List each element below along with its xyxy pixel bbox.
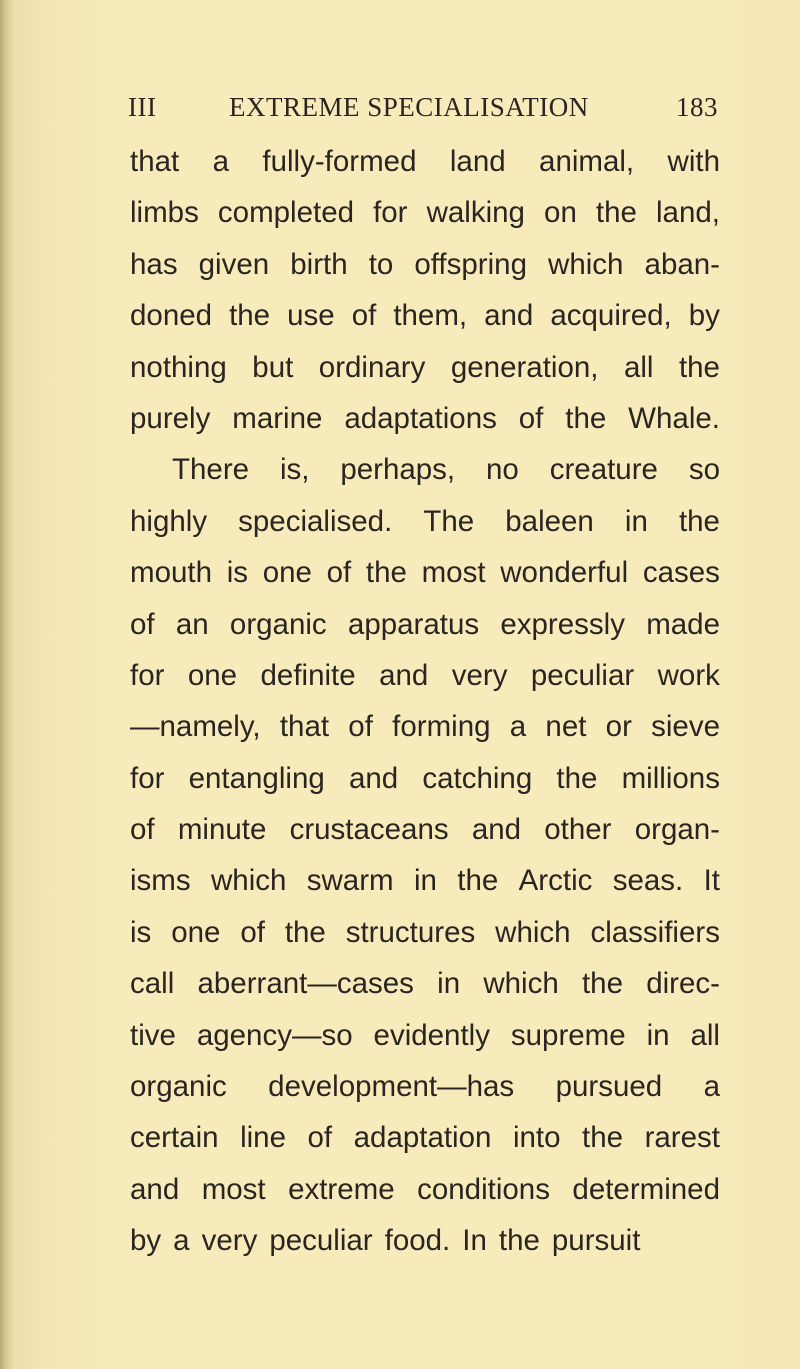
word: creature — [549, 453, 658, 487]
word: walking — [426, 196, 525, 230]
word: extreme — [288, 1172, 395, 1206]
word: so — [688, 453, 720, 487]
word: adaptation — [353, 1121, 492, 1155]
word: of — [326, 556, 352, 590]
word: most — [201, 1172, 266, 1206]
word: mouth — [130, 556, 212, 590]
word: very — [451, 658, 508, 692]
word: structures — [345, 915, 476, 949]
word: the — [457, 864, 499, 898]
word: a — [509, 710, 527, 744]
text-line — [130, 187, 720, 238]
word: agency—so — [196, 1018, 353, 1052]
word: highly — [130, 504, 208, 538]
word: organ- — [634, 813, 720, 847]
word: of — [351, 299, 377, 333]
word: net — [545, 710, 587, 744]
text-line — [130, 136, 720, 187]
word: is, — [279, 453, 310, 487]
text-line — [130, 239, 720, 290]
word: with — [667, 145, 720, 178]
word: the — [498, 1224, 540, 1258]
word: by — [130, 1224, 162, 1258]
word: and — [348, 761, 399, 795]
word: which — [210, 864, 287, 898]
word: birth — [290, 247, 348, 281]
text-line — [130, 342, 720, 393]
word: development—has — [268, 1070, 515, 1104]
word: entangling — [188, 761, 325, 795]
word: marine — [232, 401, 323, 435]
word: the — [565, 401, 607, 435]
word: food. — [384, 1224, 451, 1258]
running-title: EXTREME SPECIALISATION — [229, 92, 589, 122]
word: one — [171, 915, 221, 949]
word: no — [486, 453, 519, 487]
word: the — [678, 504, 720, 538]
word: fully-formed — [262, 145, 417, 178]
text-line — [130, 907, 720, 958]
word: of — [518, 401, 544, 435]
text-line — [130, 444, 720, 495]
word: organic — [130, 1070, 227, 1104]
word: land, — [656, 196, 720, 230]
word: very — [201, 1224, 258, 1258]
word: them, — [393, 299, 468, 333]
word: limbs — [130, 196, 199, 230]
word: line — [240, 1121, 286, 1155]
word: generation, — [450, 350, 599, 384]
word: that — [279, 710, 330, 744]
word: of — [307, 1121, 333, 1155]
word: In — [462, 1224, 487, 1258]
word: and — [471, 813, 522, 847]
word: catching — [422, 761, 533, 795]
word: of — [130, 813, 155, 847]
word: Arctic — [518, 864, 593, 898]
word: all — [623, 350, 654, 384]
word: made — [646, 607, 720, 641]
word: in — [437, 967, 461, 1001]
word: direc- — [646, 967, 720, 1001]
word: Whale. — [628, 401, 720, 435]
word: certain — [130, 1121, 219, 1155]
word: cases — [642, 556, 720, 590]
running-head — [128, 92, 718, 128]
text-line — [130, 1164, 720, 1215]
word: in — [413, 864, 437, 898]
word: has — [130, 247, 178, 281]
word: in — [646, 1018, 670, 1052]
text-line — [130, 547, 720, 598]
word: crustaceans — [289, 813, 449, 847]
word: a — [703, 1070, 720, 1104]
word: isms — [130, 864, 191, 898]
text-line — [130, 1010, 720, 1061]
word: the — [229, 299, 271, 333]
word: on — [544, 196, 577, 230]
word: pursuit — [551, 1224, 641, 1258]
word: for — [130, 658, 165, 692]
word: rarest — [644, 1121, 720, 1155]
chapter-numeral: III — [128, 92, 157, 122]
word: work — [657, 658, 720, 692]
word: all — [690, 1018, 720, 1052]
word: is — [226, 556, 248, 590]
word: sieve — [651, 710, 720, 744]
word: minute — [177, 813, 267, 847]
word: to — [368, 247, 394, 281]
word: the — [582, 1121, 624, 1155]
word: of — [130, 607, 155, 641]
word: by — [688, 299, 720, 333]
word: a — [173, 1224, 190, 1258]
word: There — [172, 453, 250, 487]
word: pursued — [555, 1070, 663, 1104]
word: wonderful — [500, 556, 629, 590]
word: aberrant—cases — [197, 967, 414, 1001]
word: swarm — [306, 864, 394, 898]
word: one — [262, 556, 312, 590]
word: other — [544, 813, 612, 847]
word: for — [373, 196, 408, 230]
word: supreme — [510, 1018, 626, 1052]
word: apparatus — [347, 607, 480, 641]
word: is — [130, 915, 152, 949]
word: peculiar — [269, 1224, 373, 1258]
text-line — [130, 496, 720, 547]
word: for — [130, 761, 165, 795]
word: —namely, — [130, 710, 261, 744]
word: of — [240, 915, 265, 949]
text-line — [130, 958, 720, 1009]
word: of — [348, 710, 373, 744]
word: but — [252, 350, 294, 384]
word: which — [483, 967, 559, 1001]
word: call — [130, 967, 175, 1001]
word: completed — [217, 196, 355, 230]
word: use — [287, 299, 335, 333]
word: animal, — [539, 145, 635, 178]
word: purely — [130, 401, 211, 435]
word: the — [556, 761, 598, 795]
body-text — [130, 136, 720, 1267]
word: offspring — [414, 247, 527, 281]
word: It — [703, 864, 720, 898]
text-line — [130, 855, 720, 906]
word: and — [379, 658, 429, 692]
text-line — [130, 599, 720, 650]
word: land — [449, 145, 506, 178]
word: an — [175, 607, 209, 641]
word: a — [212, 145, 230, 178]
word: definite — [260, 658, 356, 692]
text-line — [130, 1061, 720, 1112]
page-number: 183 — [676, 92, 718, 122]
word: The — [423, 504, 475, 538]
word: doned — [130, 299, 213, 333]
word: and — [130, 1172, 180, 1206]
text-line — [130, 393, 720, 444]
word: aban- — [644, 247, 720, 281]
binding-shadow — [0, 0, 14, 1369]
word: that — [130, 145, 180, 178]
word: evidently — [373, 1018, 490, 1052]
text-line — [130, 650, 720, 701]
word: nothing — [130, 350, 227, 384]
word: one — [187, 658, 238, 692]
word: the — [595, 196, 637, 230]
word: forming — [392, 710, 491, 744]
text-line — [130, 753, 720, 804]
word: classifiers — [590, 915, 720, 949]
word: conditions — [417, 1172, 550, 1206]
word: peculiar — [530, 658, 635, 692]
text-line — [130, 1112, 720, 1163]
word: expressly — [500, 607, 625, 641]
text-line — [130, 1215, 720, 1266]
word: specialised. — [238, 504, 393, 538]
word: the — [365, 556, 407, 590]
word: millions — [621, 761, 720, 795]
word: adaptations — [344, 401, 497, 435]
word: which — [548, 247, 624, 281]
word: ordinary — [318, 350, 426, 384]
text-line — [130, 701, 720, 752]
word: given — [198, 247, 270, 281]
word: most — [421, 556, 486, 590]
word: the — [284, 915, 326, 949]
word: the — [678, 350, 720, 384]
word: acquired, — [550, 299, 672, 333]
word: seas. — [612, 864, 684, 898]
text-line — [130, 290, 720, 341]
word: tive — [130, 1018, 176, 1052]
text-line — [130, 804, 720, 855]
word: determined — [572, 1172, 720, 1206]
word: perhaps, — [340, 453, 456, 487]
word: and — [484, 299, 534, 333]
word: into — [512, 1121, 561, 1155]
word: which — [495, 915, 571, 949]
word: or — [605, 710, 632, 744]
word: the — [581, 967, 623, 1001]
word: organic — [229, 607, 327, 641]
word: baleen — [505, 504, 594, 538]
word: in — [624, 504, 648, 538]
